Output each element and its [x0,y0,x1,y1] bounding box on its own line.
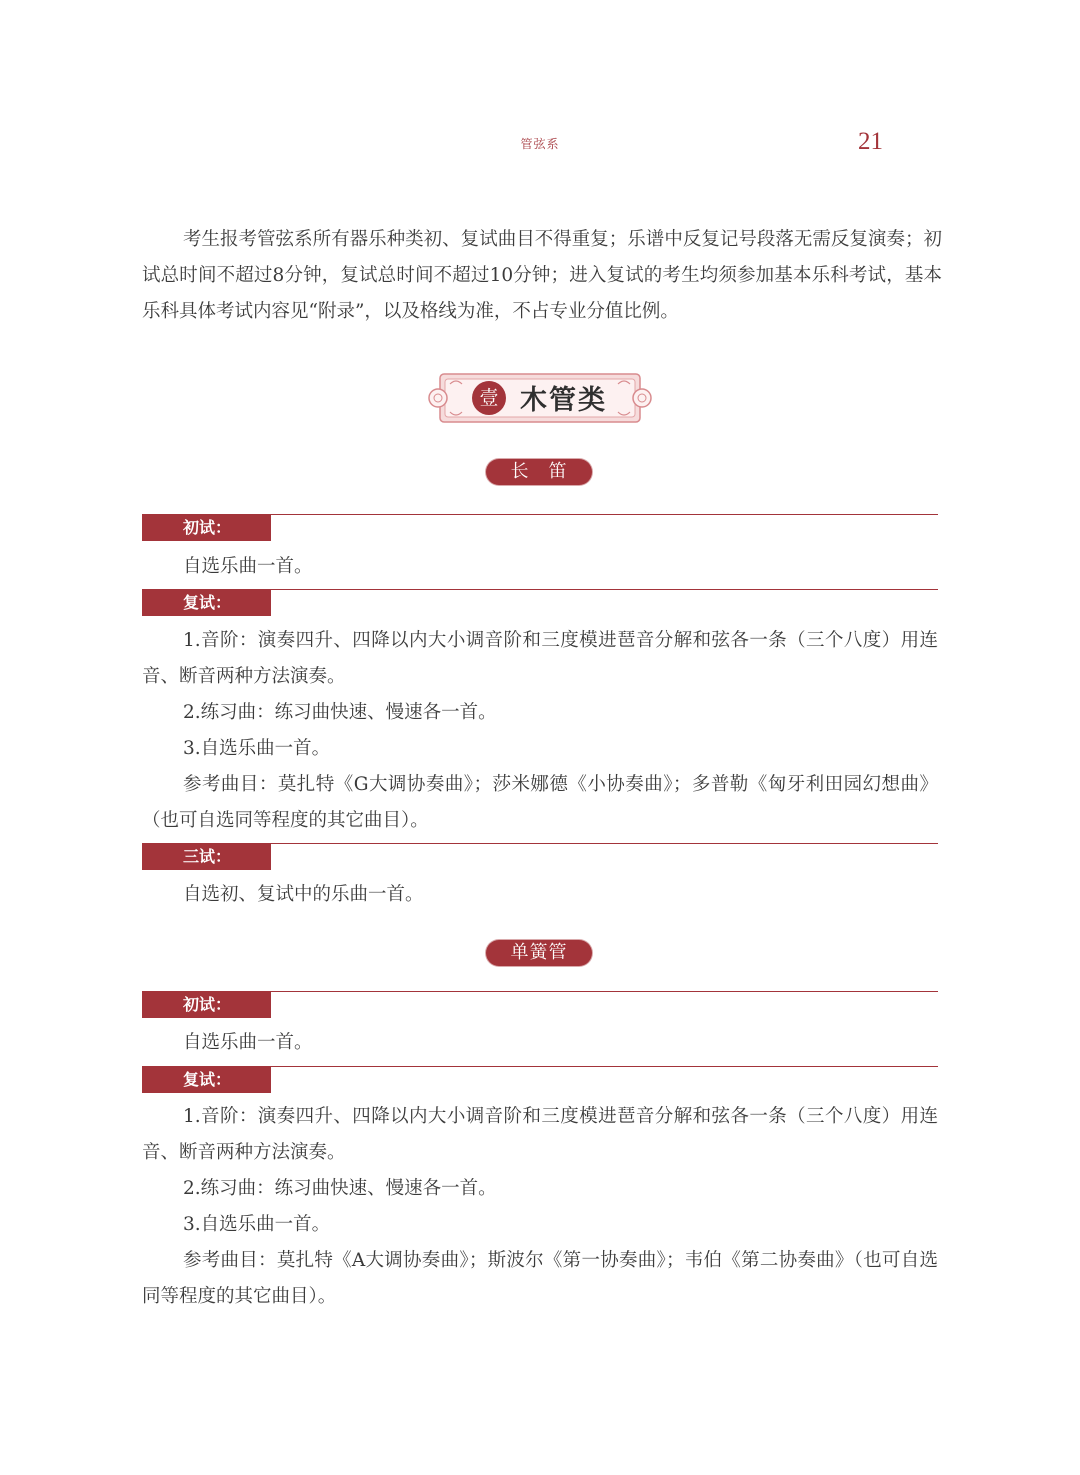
flute-third-text: 自选初、复试中的乐曲一首。 [183,884,424,905]
section-header-initial [142,991,938,1019]
section-tab-label: 初试： [142,992,271,1018]
category-banner [428,370,652,426]
section-header-initial [142,514,938,542]
clarinet-etude-item: 2.练习曲：练习曲快速、慢速各一首。 [183,1178,497,1199]
section-tab-label: 复试： [142,1067,271,1093]
flute-etude-item: 2.练习曲：练习曲快速、慢速各一首。 [183,702,497,723]
flute-piece-item: 3.自选乐曲一首。 [183,738,331,759]
section-header-second [142,589,938,617]
clarinet-initial-text: 自选乐曲一首。 [183,1032,313,1053]
category-number-badge: 壹 [472,381,506,415]
flute-scale-item: 1.音阶：演奏四升、四降以内大小调音阶和三度模进琶音分解和弦各一条（三个八度）用连音、断音两种方法演奏。 [142,630,938,687]
flute-reference-pieces: 参考曲目：莫扎特《G大调协奏曲》；莎米娜德《小协奏曲》；多普勒《匈牙利田园幻想曲》（也可自选同等程度的其它曲目）。 [142,774,938,831]
instrument-title-flute: 长 笛 [486,459,592,485]
intro-paragraph: 考生报考管弦系所有器乐种类初、复试曲目不得重复；乐谱中反复记号段落无需反复演奏；初试总时间不超过8分钟，复试总时间不超过10分钟；进入复试的考生均须参加基本乐科考试，基本乐科具体考试内容见“附录”，以及格线为准，不占专业分值比例。 [142,229,942,322]
clarinet-scale-item: 1.音阶：演奏四升、四降以内大小调音阶和三度模进琶音分解和弦各一条（三个八度）用连音、断音两种方法演奏。 [142,1106,938,1163]
running-title: 管弦系 [520,137,560,151]
clarinet-piece-item: 3.自选乐曲一首。 [183,1214,331,1235]
section-header-third [142,843,938,871]
section-tab-label: 复试： [142,590,271,616]
category-title: 木管类 [520,385,607,416]
section-tab-label: 初试： [142,515,271,541]
instrument-title-clarinet: 单簧管 [486,940,592,966]
flute-initial-text: 自选乐曲一首。 [183,556,313,577]
section-tab-label: 三试： [142,844,271,870]
clarinet-reference-pieces: 参考曲目：莫扎特《A大调协奏曲》；斯波尔《第一协奏曲》；韦伯《第二协奏曲》（也可自选同等程度的其它曲目）。 [142,1250,938,1307]
section-header-second [142,1066,938,1094]
page-number: 21 [858,128,883,155]
